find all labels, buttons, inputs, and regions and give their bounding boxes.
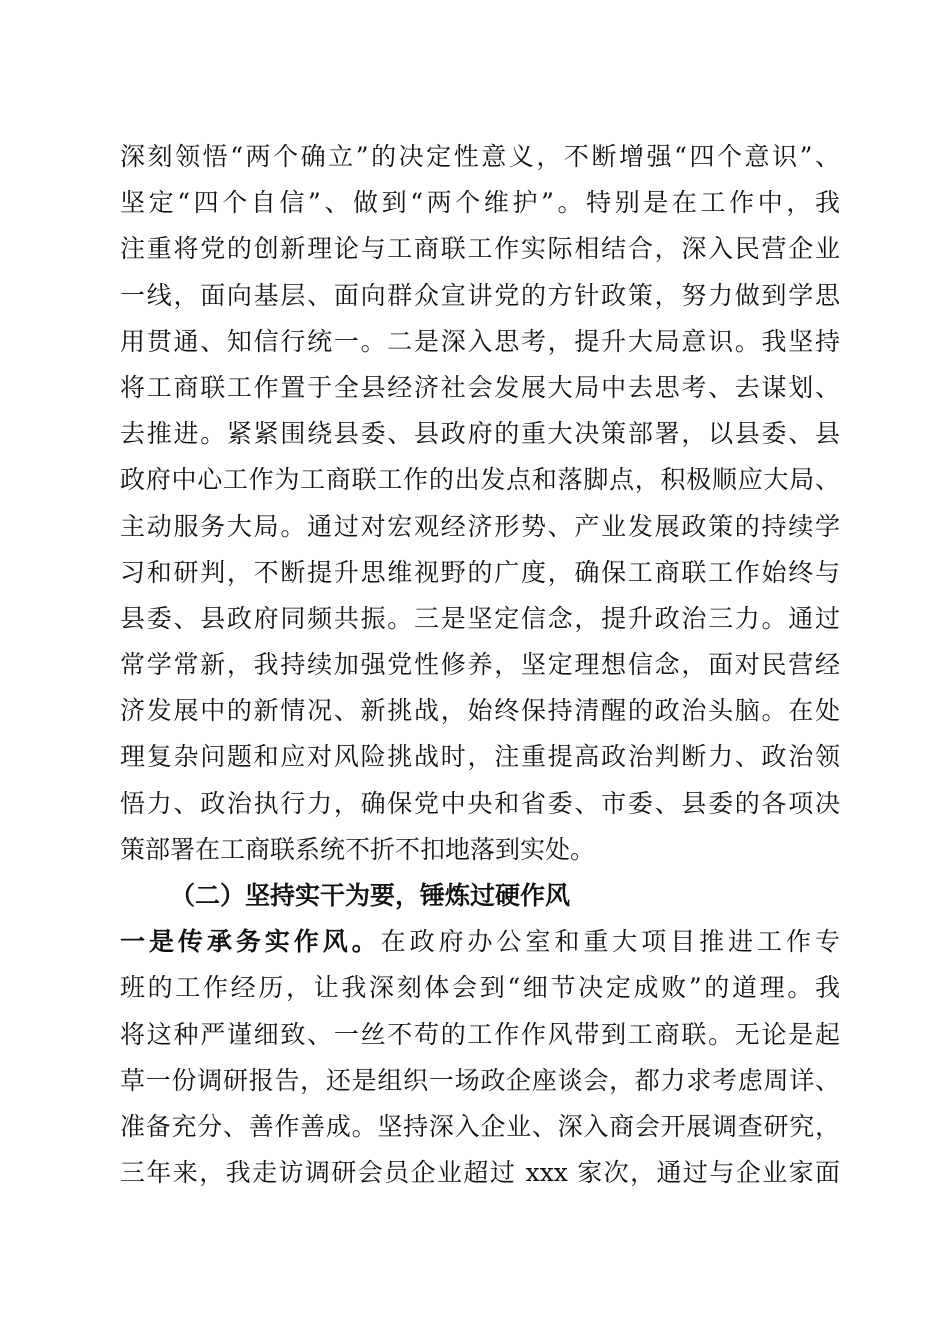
section-heading: （二）坚持实干为要，锤炼过硬作风 (170, 881, 571, 910)
paragraph-line: 理复杂问题和应对风险挑战时，注重提高政治判断力、政治领 (120, 742, 840, 772)
paragraph-line: 政府中心工作为工商联工作的出发点和落脚点，积极顺应大局、 (120, 465, 840, 495)
paragraph-first-line-rest: 在政府办公室和重大项目推进工作专 (380, 927, 840, 957)
paragraph-line: 常学常新，我持续加强党性修养，坚定理想信念，面对民营经 (120, 650, 840, 680)
paragraph-line: 班的工作经历，让我深刻体会到“细节决定成败”的道理。我 (120, 973, 840, 1003)
paragraph-line: 去推进。紧紧围绕县委、县政府的重大决策部署，以县委、县 (120, 419, 840, 449)
paragraph-line: 深刻领悟“两个确立”的决定性意义，不断增强“四个意识”、 (120, 142, 840, 171)
paragraph-line: 准备充分、善作善成。坚持深入企业、深入商会开展调查研究， (120, 1111, 840, 1141)
paragraph-line: 用贯通、知信行统一。二是深入思考，提升大局意识。我坚持 (120, 326, 840, 356)
paragraph-line: 一线，面向基层、面向群众宣讲党的方针政策，努力做到学思 (120, 280, 840, 310)
paragraph-line: 县委、县政府同频共振。三是坚定信念，提升政治三力。通过 (120, 603, 840, 633)
paragraph-first-line (120, 919, 840, 965)
paragraph-line: 济发展中的新情况、新挑战，始终保持清醒的政治头脑。在处 (120, 696, 840, 726)
document-body (120, 134, 840, 1196)
paragraph-line: 悟力、政治执行力，确保党中央和省委、市委、县委的各项决 (120, 788, 840, 818)
paragraph-line: 坚定“四个自信”、做到“两个维护”。特别是在工作中，我 (120, 188, 840, 218)
paragraph-lead: 一是传承务实作风。 (120, 927, 381, 957)
paragraph-line: 将这种严谨细致、一丝不苟的工作作风带到工商联。无论是起 (120, 1019, 840, 1049)
paragraph-line: 策部署在工商联系统不折不扣地落到实处。 (120, 834, 596, 864)
paragraph-line: 三年来，我走访调研会员企业超过 xxx 家次，通过与企业家面 (120, 1158, 840, 1188)
paragraph-line: 习和研判，不断提升思维视野的广度，确保工商联工作始终与 (120, 557, 840, 587)
paragraph-line: 注重将党的创新理论与工商联工作实际相结合，深入民营企业 (120, 234, 840, 264)
paragraph-line: 主动服务大局。通过对宏观经济形势、产业发展政策的持续学 (120, 511, 840, 541)
paragraph-line: 将工商联工作置于全县经济社会发展大局中去思考、去谋划、 (120, 372, 840, 402)
paragraph-line: 草一份调研报告，还是组织一场政企座谈会，都力求考虑周详、 (120, 1065, 840, 1095)
